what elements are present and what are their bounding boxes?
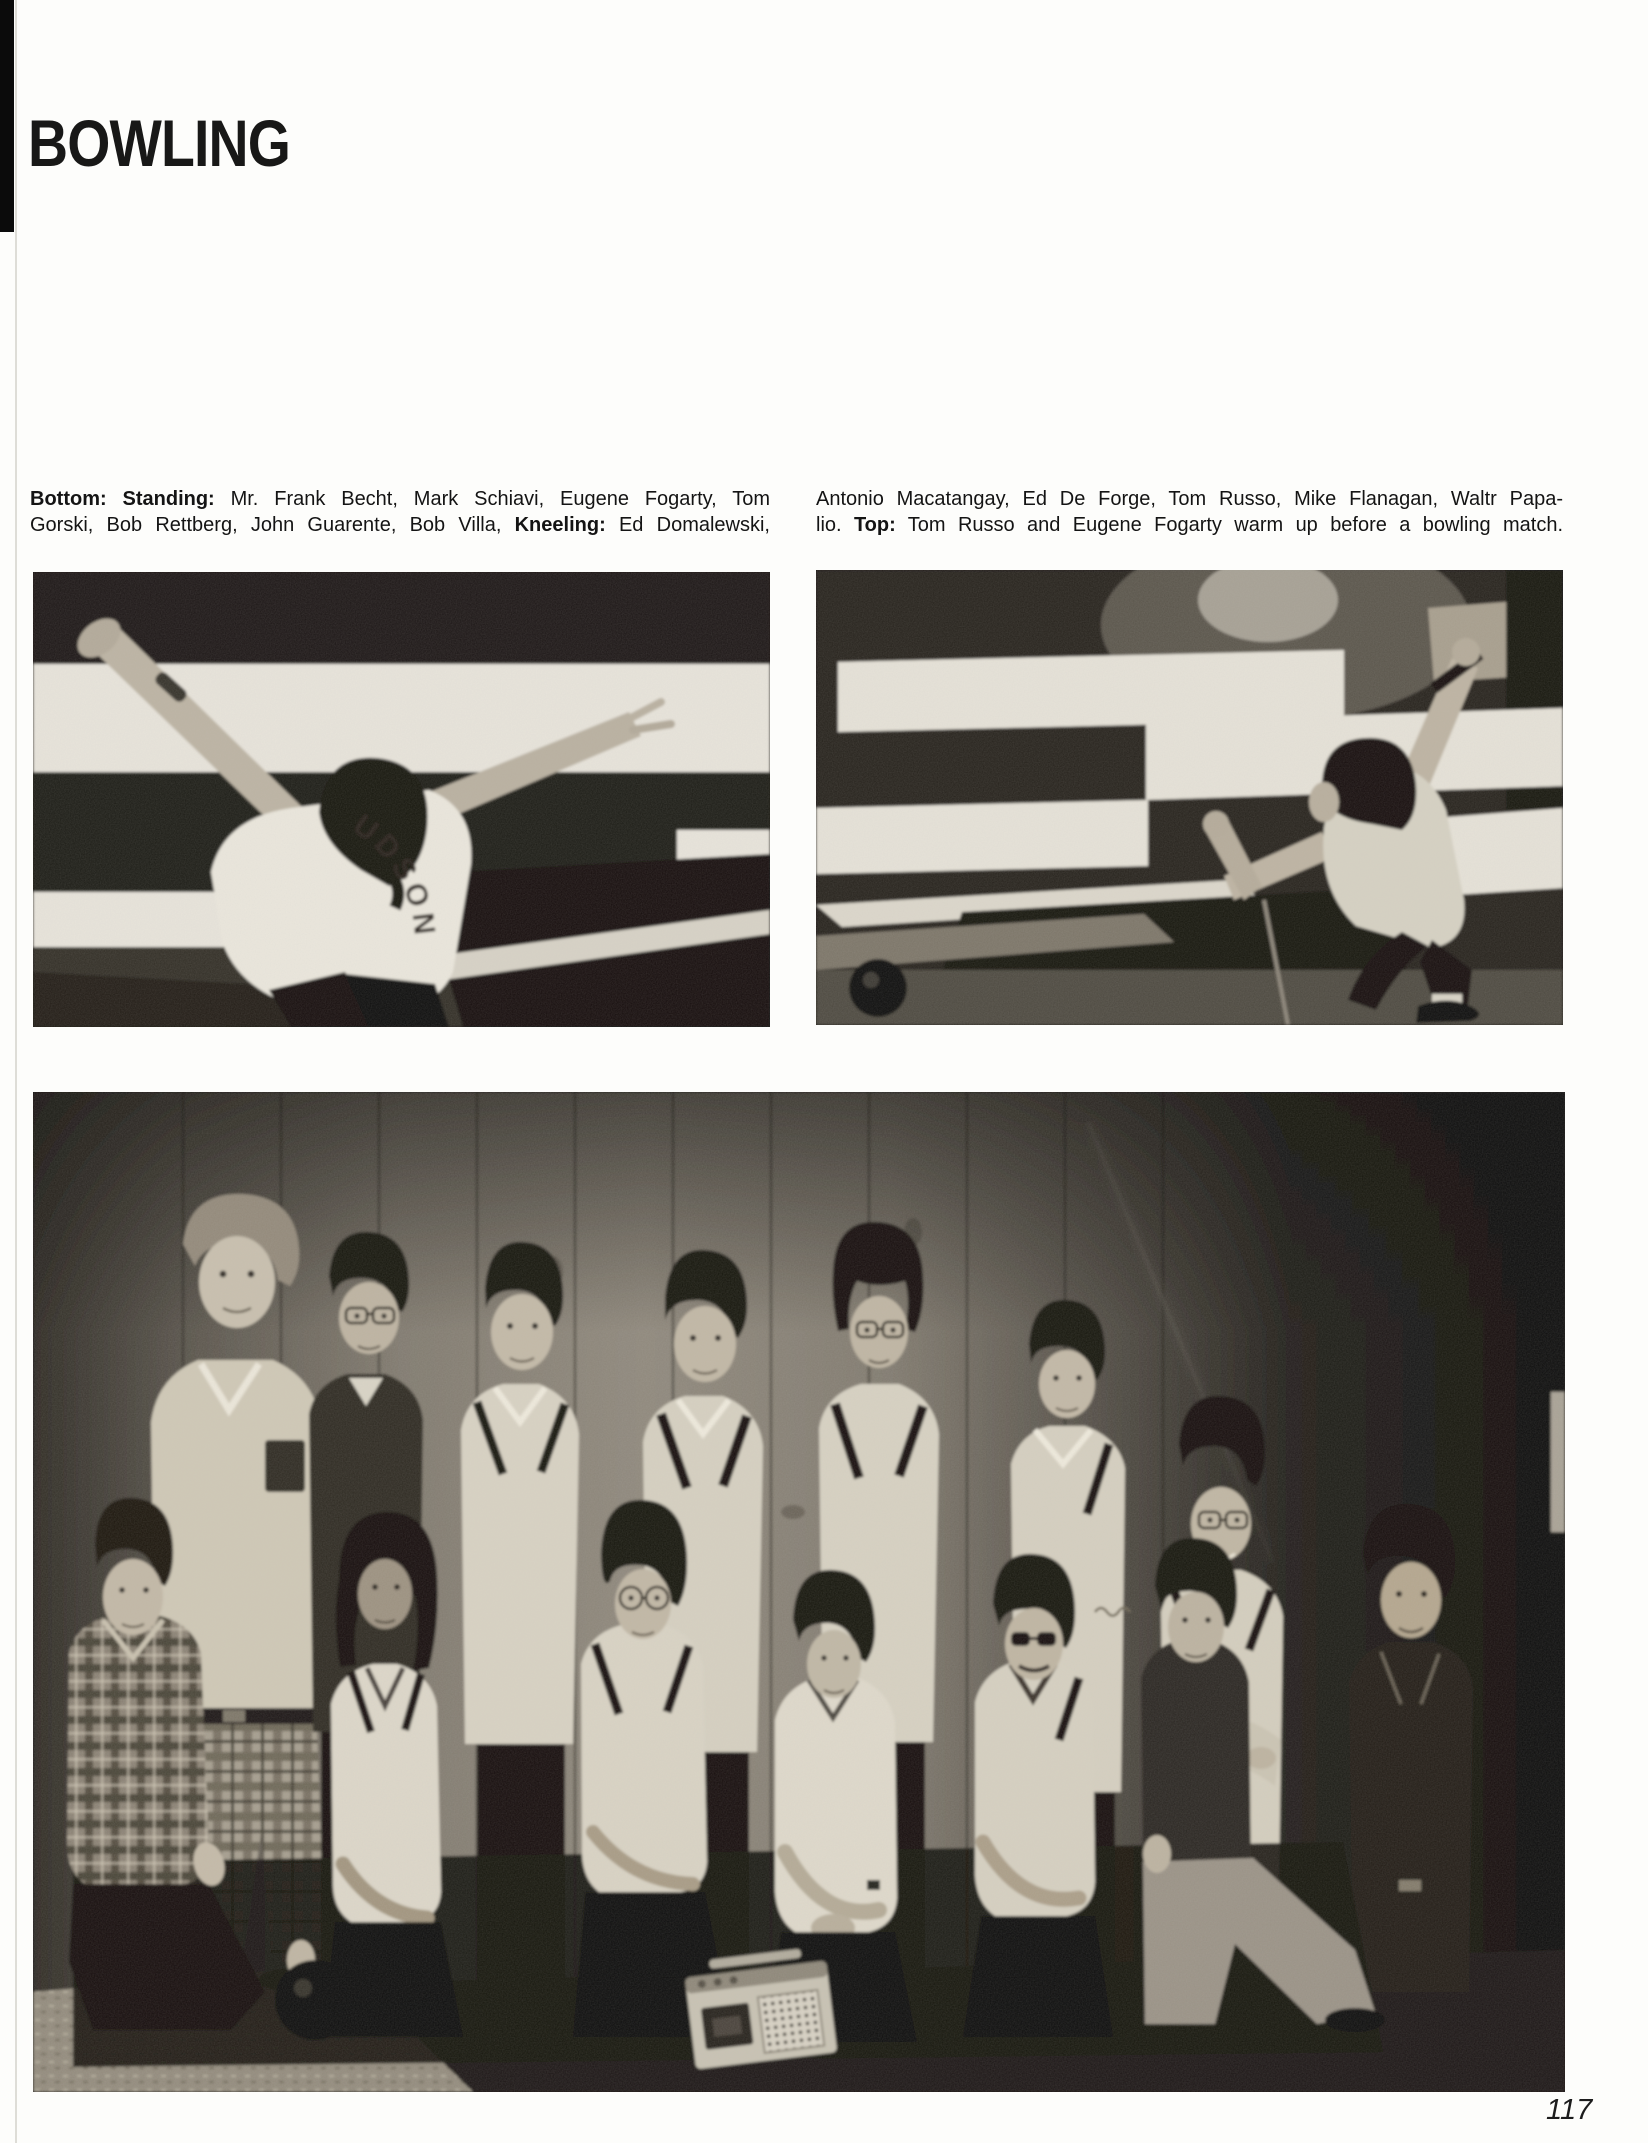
caption-line <box>30 486 770 512</box>
caption-segment: lio. <box>816 514 854 536</box>
caption-line <box>816 486 1563 512</box>
caption-left <box>30 486 770 538</box>
caption-line <box>816 512 1563 538</box>
photo-team-group <box>33 1092 1565 2092</box>
film-grain <box>33 1092 1565 2092</box>
page-title: BOWLING <box>28 106 291 180</box>
caption-segment: Top: <box>853 514 896 536</box>
caption-right <box>816 486 1563 538</box>
photo-bowler-followthrough <box>816 570 1563 1025</box>
caption-segment: Bottom: Standing: <box>30 488 215 510</box>
page-number: 117 <box>1546 2094 1593 2126</box>
film-grain <box>33 572 770 1027</box>
caption-segment: Gorski, Bob Rettberg, John Guarente, Bob Villa, <box>30 514 515 536</box>
caption-segment: Kneeling: <box>514 514 606 536</box>
caption-segment: Antonio Macatangay, Ed De Forge, Tom Russo, Mike Flanagan, Waltr Papa- <box>816 488 1563 510</box>
film-grain <box>816 570 1563 1025</box>
caption-segment: Ed Domalewski, <box>605 514 770 536</box>
photo-bowler-release <box>33 572 770 1027</box>
page-edge-black-bar <box>0 0 14 232</box>
page-edge-scan-line <box>15 0 17 2143</box>
caption-line <box>30 512 770 538</box>
caption-segment: Tom Russo and Eugene Fogarty warm up before a bowling match. <box>895 514 1564 536</box>
caption-segment: Mr. Frank Becht, Mark Schiavi, Eugene Fogarty, Tom <box>214 488 770 510</box>
